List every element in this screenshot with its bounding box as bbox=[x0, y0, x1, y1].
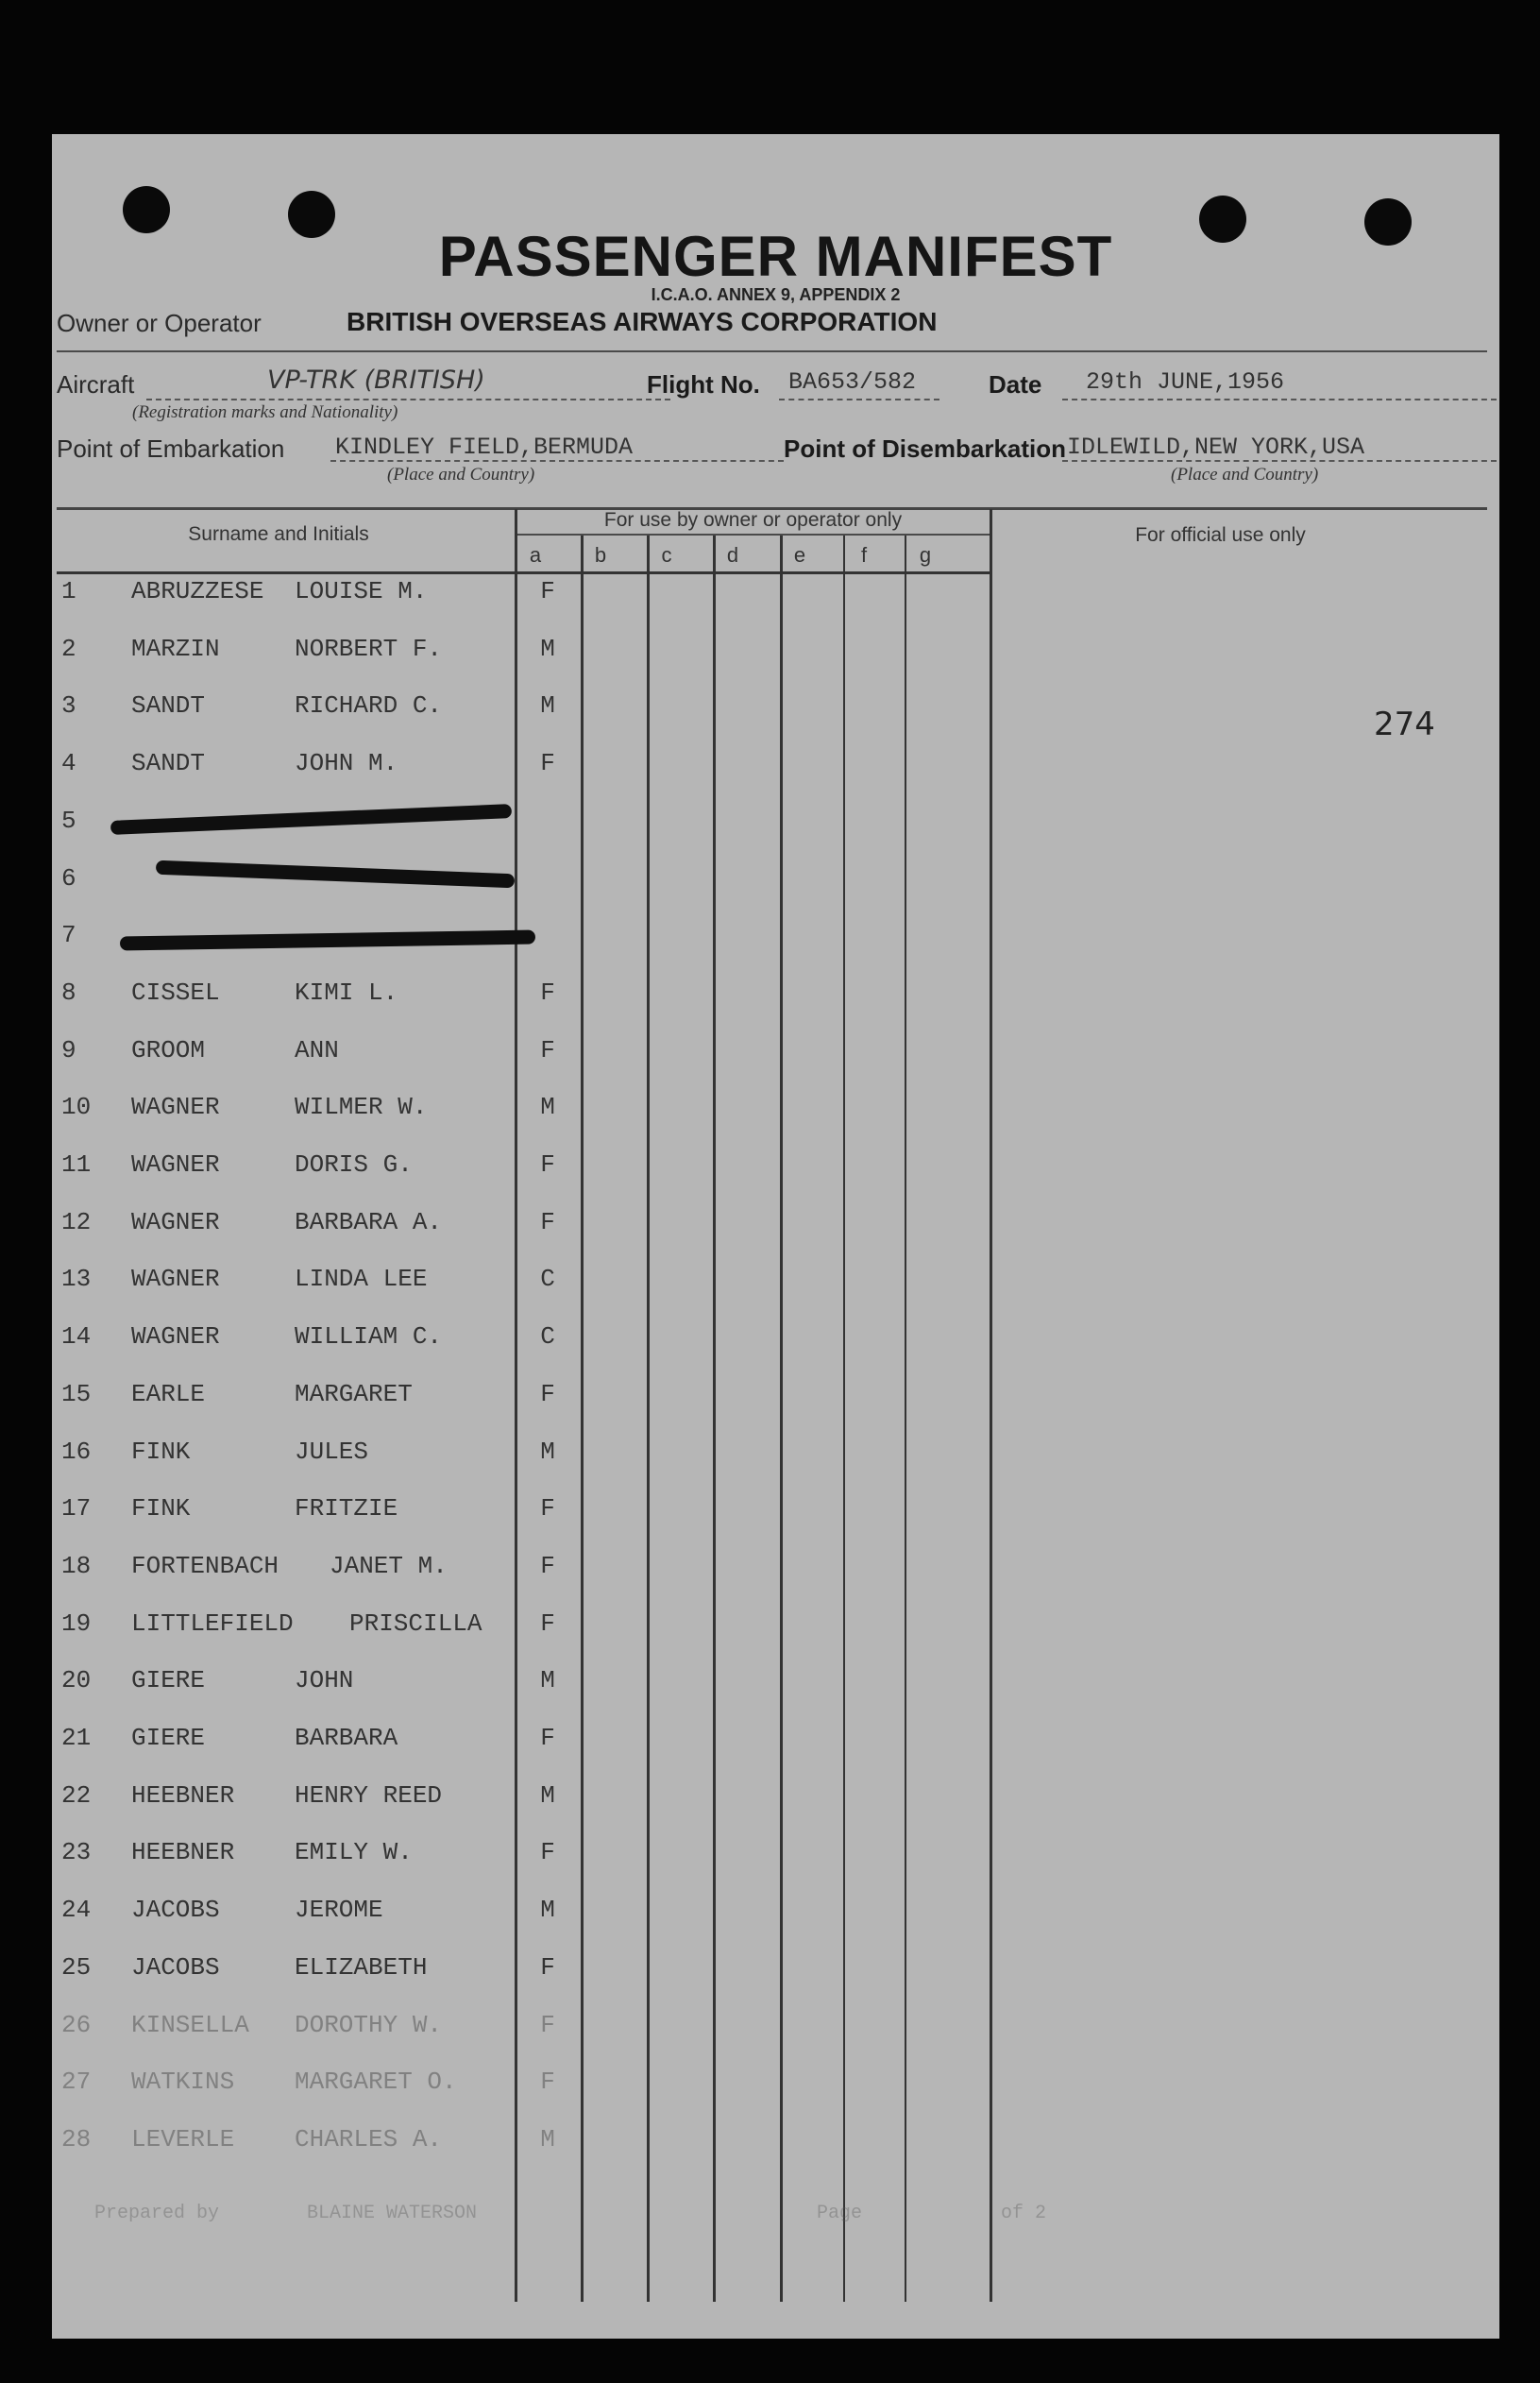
row-surname: WAGNER bbox=[131, 1150, 220, 1179]
page-title: PASSENGER MANIFEST bbox=[438, 225, 1113, 288]
row-sex-code: F bbox=[540, 2011, 555, 2039]
row-sex-code: F bbox=[540, 1953, 555, 1982]
column-rule bbox=[713, 536, 716, 2302]
column-letter-b: b bbox=[594, 543, 607, 567]
row-given-name: RICHARD C. bbox=[295, 691, 443, 720]
row-number: 7 bbox=[61, 921, 76, 949]
row-number: 5 bbox=[61, 807, 76, 835]
row-surname: FINK bbox=[131, 1494, 191, 1523]
row-number: 21 bbox=[61, 1724, 92, 1752]
row-given-name: MARGARET bbox=[295, 1380, 413, 1408]
date-underline bbox=[1062, 399, 1497, 400]
row-sex-code: M bbox=[540, 691, 555, 720]
row-number: 28 bbox=[61, 2125, 92, 2153]
row-surname: FINK bbox=[131, 1438, 191, 1466]
header-bottom-border bbox=[57, 571, 991, 574]
disembarkation-note: (Place and Country) bbox=[1171, 465, 1319, 485]
row-sex-code: C bbox=[540, 1265, 555, 1293]
row-sex-code: F bbox=[540, 1552, 555, 1580]
row-number: 15 bbox=[61, 1380, 92, 1408]
manifest-page bbox=[52, 134, 1499, 2339]
row-given-name: NORBERT F. bbox=[295, 635, 443, 663]
row-number: 3 bbox=[61, 691, 76, 720]
row-sex-code: F bbox=[540, 577, 555, 605]
row-number: 1 bbox=[61, 577, 76, 605]
row-surname: SANDT bbox=[131, 691, 206, 720]
redaction-scribble bbox=[156, 860, 515, 889]
column-letter-c: c bbox=[661, 543, 672, 567]
row-number: 27 bbox=[61, 2068, 92, 2096]
row-surname: WAGNER bbox=[131, 1093, 220, 1121]
row-given-name: DOROTHY W. bbox=[295, 2011, 443, 2039]
row-given-name: WILMER W. bbox=[295, 1093, 428, 1121]
row-given-name: HENRY REED bbox=[295, 1781, 443, 1810]
row-number: 22 bbox=[61, 1781, 92, 1810]
name-column-header: Surname and Initials bbox=[188, 523, 369, 545]
column-letter-d: d bbox=[726, 543, 739, 567]
column-rule bbox=[515, 509, 517, 2302]
row-surname: GIERE bbox=[131, 1724, 206, 1752]
row-given-name: LOUISE M. bbox=[295, 577, 428, 605]
owner-column-header: For use by owner or operator only bbox=[603, 509, 903, 531]
row-given-name: KIMI L. bbox=[295, 979, 398, 1007]
page-subtitle: I.C.A.O. ANNEX 9, APPENDIX 2 bbox=[651, 285, 901, 304]
embarkation-label: Point of Embarkation bbox=[57, 434, 285, 463]
column-rule bbox=[780, 536, 783, 2302]
official-column-header: For official use only bbox=[1135, 524, 1306, 546]
row-number: 26 bbox=[61, 2011, 92, 2039]
row-number: 16 bbox=[61, 1438, 92, 1466]
row-number: 20 bbox=[61, 1666, 92, 1694]
page-of-label: of 2 bbox=[1001, 2203, 1047, 2224]
row-number: 17 bbox=[61, 1494, 92, 1523]
row-surname: KINSELLA bbox=[131, 2011, 249, 2039]
row-number: 6 bbox=[61, 864, 76, 893]
column-rule bbox=[581, 536, 584, 2302]
row-given-name: DORIS G. bbox=[295, 1150, 413, 1179]
row-given-name: JULES bbox=[295, 1438, 369, 1466]
row-sex-code: F bbox=[540, 979, 555, 1007]
row-given-name: FRITZIE bbox=[295, 1494, 398, 1523]
row-sex-code: M bbox=[540, 1781, 555, 1810]
row-given-name: JOHN M. bbox=[295, 749, 398, 777]
prepared-by-value: BLAINE WATERSON bbox=[307, 2203, 478, 2224]
row-surname: WAGNER bbox=[131, 1208, 220, 1236]
row-surname: LEVERLE bbox=[131, 2125, 235, 2153]
row-surname: GROOM bbox=[131, 1036, 206, 1064]
column-letter-f: f bbox=[860, 543, 868, 567]
row-number: 10 bbox=[61, 1093, 92, 1121]
row-number: 19 bbox=[61, 1609, 92, 1638]
row-surname: FORTENBACH bbox=[131, 1552, 279, 1580]
row-surname: SANDT bbox=[131, 749, 206, 777]
row-number: 12 bbox=[61, 1208, 92, 1236]
row-given-name: BARBARA A. bbox=[295, 1208, 443, 1236]
embarkation-note: (Place and Country) bbox=[387, 465, 535, 485]
row-given-name: JOHN bbox=[295, 1666, 354, 1694]
owner-value: BRITISH OVERSEAS AIRWAYS CORPORATION bbox=[347, 307, 938, 336]
column-rule bbox=[990, 509, 992, 2302]
column-letter-g: g bbox=[919, 543, 932, 567]
row-surname: HEEBNER bbox=[131, 1838, 235, 1866]
row-sex-code: M bbox=[540, 635, 555, 663]
row-surname: JACOBS bbox=[131, 1953, 220, 1982]
disembarkation-label: Point of Disembarkation bbox=[784, 434, 1067, 463]
row-number: 25 bbox=[61, 1953, 92, 1982]
row-given-name: LINDA LEE bbox=[295, 1265, 428, 1293]
flight-label: Flight No. bbox=[647, 370, 760, 399]
row-number: 24 bbox=[61, 1896, 92, 1924]
row-sex-code: F bbox=[540, 1609, 555, 1638]
redaction-scribble bbox=[120, 930, 535, 951]
row-surname: ABRUZZESE bbox=[131, 577, 264, 605]
row-given-name: EMILY W. bbox=[295, 1838, 413, 1866]
row-surname: WAGNER bbox=[131, 1265, 220, 1293]
row-sex-code: F bbox=[540, 1838, 555, 1866]
row-sex-code: F bbox=[540, 1036, 555, 1064]
page-number: 274 bbox=[1374, 706, 1435, 743]
row-sex-code: F bbox=[540, 1494, 555, 1523]
row-given-name: PRISCILLA bbox=[349, 1609, 482, 1638]
row-surname: LITTLEFIELD bbox=[131, 1609, 294, 1638]
flight-underline bbox=[779, 399, 939, 400]
row-surname: EARLE bbox=[131, 1380, 206, 1408]
disembarkation-value: IDLEWILD,NEW YORK,USA bbox=[1067, 434, 1365, 461]
embarkation-underline bbox=[330, 460, 784, 462]
row-sex-code: F bbox=[540, 1150, 555, 1179]
column-letter-e: e bbox=[793, 543, 806, 567]
row-number: 11 bbox=[61, 1150, 92, 1179]
row-sex-code: M bbox=[540, 1093, 555, 1121]
row-given-name: BARBARA bbox=[295, 1724, 398, 1752]
row-surname: WATKINS bbox=[131, 2068, 235, 2096]
embarkation-value: KINDLEY FIELD,BERMUDA bbox=[335, 434, 634, 461]
row-given-name: ANN bbox=[295, 1036, 339, 1064]
row-sex-code: F bbox=[540, 1208, 555, 1236]
column-letter-a: a bbox=[529, 543, 542, 567]
disembarkation-underline bbox=[1062, 460, 1497, 462]
owner-header-divider bbox=[516, 534, 991, 536]
aircraft-value: VP-TRK (BRITISH) bbox=[267, 366, 485, 395]
row-surname: CISSEL bbox=[131, 979, 220, 1007]
row-sex-code: F bbox=[540, 2068, 555, 2096]
owner-label: Owner or Operator bbox=[57, 309, 262, 337]
row-sex-code: F bbox=[540, 1380, 555, 1408]
divider bbox=[57, 350, 1487, 352]
aircraft-note: (Registration marks and Nationality) bbox=[132, 402, 398, 422]
row-surname: GIERE bbox=[131, 1666, 206, 1694]
row-number: 4 bbox=[61, 749, 76, 777]
row-number: 23 bbox=[61, 1838, 92, 1866]
row-sex-code: M bbox=[540, 1896, 555, 1924]
row-sex-code: M bbox=[540, 1438, 555, 1466]
aircraft-underline bbox=[146, 399, 670, 400]
row-number: 2 bbox=[61, 635, 76, 663]
column-rule bbox=[905, 536, 906, 2302]
row-given-name: JEROME bbox=[295, 1896, 383, 1924]
row-surname: MARZIN bbox=[131, 635, 220, 663]
row-sex-code: F bbox=[540, 749, 555, 777]
row-number: 8 bbox=[61, 979, 76, 1007]
row-sex-code: C bbox=[540, 1322, 555, 1351]
row-sex-code: M bbox=[540, 1666, 555, 1694]
row-number: 14 bbox=[61, 1322, 92, 1351]
row-given-name: ELIZABETH bbox=[295, 1953, 428, 1982]
row-surname: WAGNER bbox=[131, 1322, 220, 1351]
row-surname: HEEBNER bbox=[131, 1781, 235, 1810]
flight-value: BA653/582 bbox=[788, 368, 917, 396]
prepared-by-label: Prepared by bbox=[94, 2203, 220, 2224]
date-label: Date bbox=[989, 370, 1042, 399]
redaction-scribble bbox=[110, 804, 512, 835]
row-number: 18 bbox=[61, 1552, 92, 1580]
row-given-name: MARGARET O. bbox=[295, 2068, 457, 2096]
row-sex-code: M bbox=[540, 2125, 555, 2153]
column-rule bbox=[647, 536, 650, 2302]
row-given-name: WILLIAM C. bbox=[295, 1322, 443, 1351]
aircraft-label: Aircraft bbox=[57, 370, 135, 399]
row-number: 9 bbox=[61, 1036, 76, 1064]
row-given-name: CHARLES A. bbox=[295, 2125, 443, 2153]
date-value: 29th JUNE,1956 bbox=[1086, 368, 1285, 396]
page-label: Page bbox=[817, 2203, 863, 2224]
row-given-name: JANET M. bbox=[330, 1552, 448, 1580]
row-surname: JACOBS bbox=[131, 1896, 220, 1924]
column-rule bbox=[843, 536, 845, 2302]
row-number: 13 bbox=[61, 1265, 92, 1293]
row-sex-code: F bbox=[540, 1724, 555, 1752]
